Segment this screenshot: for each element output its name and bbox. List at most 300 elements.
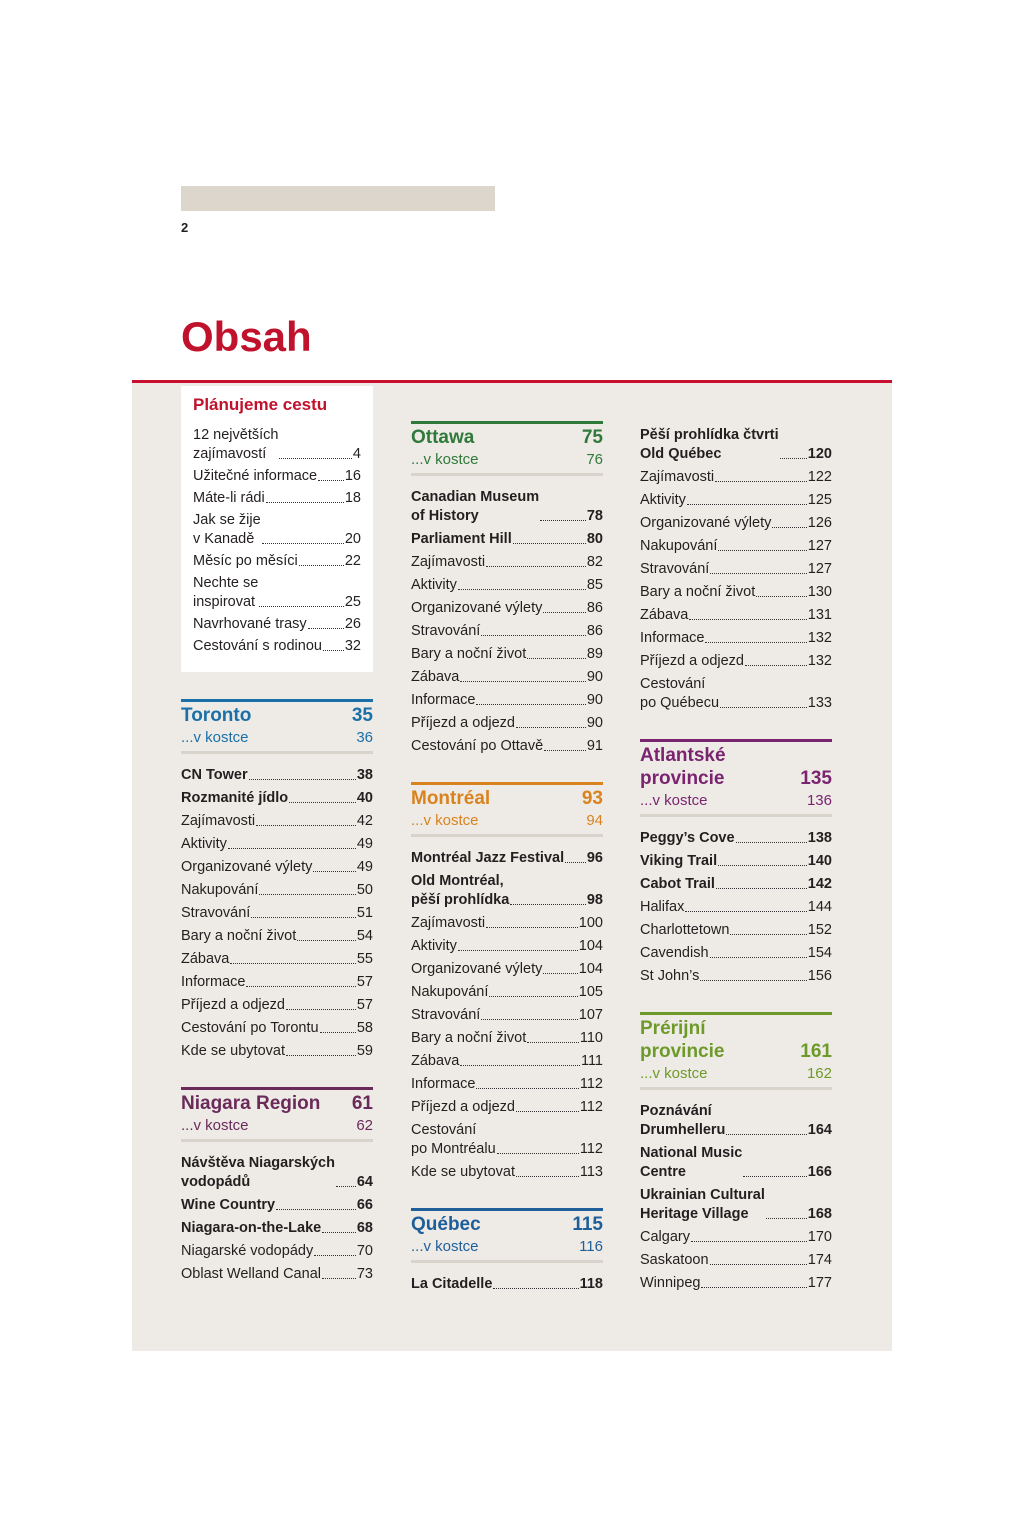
dot-leader — [289, 802, 356, 803]
entry-label: Rozmanité jídlo — [181, 790, 289, 806]
dot-leader — [510, 904, 586, 905]
toc-entry — [640, 606, 832, 625]
entry-label: Organizované výlety — [411, 600, 543, 616]
section-niagara — [181, 1087, 373, 1284]
overview-page: 94 — [586, 812, 603, 829]
dot-leader — [720, 707, 807, 708]
dot-leader — [299, 565, 344, 566]
entry-label: Cavendish — [640, 945, 709, 961]
dot-leader — [700, 980, 806, 981]
entry-page: 90 — [586, 669, 603, 685]
entry-page: 100 — [578, 915, 603, 931]
entry-label: La Citadelle — [411, 1276, 493, 1292]
entry-label: Cestování po Ottavě — [411, 738, 544, 754]
section-header — [411, 421, 603, 449]
dot-leader — [544, 750, 586, 751]
section-header — [181, 699, 373, 727]
section-page: 93 — [581, 788, 603, 809]
entry-page: 133 — [807, 695, 832, 711]
section-quebec — [411, 1208, 603, 1294]
entry-label: Aktivity — [411, 938, 457, 954]
page-number: 2 — [181, 220, 189, 235]
entry-label: Old Montréal, pěší prohlídka — [411, 873, 510, 908]
column-3 — [640, 426, 832, 1319]
entry-page: 57 — [356, 974, 373, 990]
dot-leader — [279, 458, 351, 459]
entry-label: Oblast Welland Canal — [181, 1266, 321, 1282]
toc-entry — [411, 1121, 603, 1159]
entry-label: Niagarské vodopády — [181, 1243, 314, 1259]
entry-label: Zábava — [640, 607, 689, 623]
entry-label: Cestování po Torontu — [181, 1020, 319, 1036]
dot-leader — [476, 704, 585, 705]
entry-label: Peggy’s Cove — [640, 830, 735, 846]
entry-label: Užitečné informace — [193, 468, 318, 484]
toc-entry — [411, 872, 603, 910]
dot-leader — [745, 665, 807, 666]
dot-leader — [228, 848, 356, 849]
section-prairie — [640, 1012, 832, 1293]
toc-entry — [181, 973, 373, 992]
section-header — [411, 782, 603, 810]
dot-leader — [230, 963, 355, 964]
entry-page: 90 — [586, 715, 603, 731]
entry-label: 12 největších zajímavostí — [193, 427, 279, 462]
entry-page: 57 — [356, 997, 373, 1013]
section-overview — [181, 1115, 373, 1142]
toc-entry — [193, 552, 361, 571]
dot-leader — [259, 606, 344, 607]
toc-entry — [181, 789, 373, 808]
toc-entry — [411, 668, 603, 687]
dot-leader — [481, 635, 586, 636]
entry-page: 168 — [807, 1206, 832, 1222]
section-title: Montréal — [411, 788, 491, 809]
entry-page: 66 — [356, 1197, 373, 1213]
entry-label: Halifax — [640, 899, 685, 915]
toc-entry — [181, 766, 373, 785]
section-overview — [640, 1063, 832, 1090]
dot-leader — [565, 862, 586, 863]
dot-leader — [251, 917, 356, 918]
dot-leader — [489, 996, 577, 997]
entry-label: Bary a noční život — [411, 646, 527, 662]
entry-page: 20 — [344, 531, 361, 547]
entry-label: Parliament Hill — [411, 531, 512, 547]
entry-label: Canadian Museum of History — [411, 489, 540, 524]
overview-label: ...v kostce — [181, 729, 249, 746]
dot-leader — [458, 950, 578, 951]
entry-label: Montréal Jazz Festival — [411, 850, 565, 866]
dot-leader — [460, 681, 585, 682]
entry-page: 16 — [344, 468, 361, 484]
toc-entry — [411, 1075, 603, 1094]
toc-entry — [411, 914, 603, 933]
entry-label: Aktivity — [181, 836, 227, 852]
toc-entry — [181, 1219, 373, 1238]
toc-entry — [640, 1228, 832, 1247]
entry-page: 107 — [578, 1007, 603, 1023]
toc-entry — [411, 849, 603, 868]
toc-entry — [181, 950, 373, 969]
entry-page: 105 — [578, 984, 603, 1000]
entry-label: Bary a noční život — [411, 1030, 527, 1046]
dot-leader — [710, 573, 806, 574]
dot-leader — [756, 596, 807, 597]
entry-page: 32 — [344, 638, 361, 654]
toc-entry — [640, 514, 832, 533]
entry-page: 122 — [807, 469, 832, 485]
entry-label: Zajímavosti — [411, 915, 486, 931]
dot-leader — [266, 502, 344, 503]
toc-entry — [640, 921, 832, 940]
toc-entry — [411, 622, 603, 641]
entry-page: 131 — [807, 607, 832, 623]
entry-label: CN Tower — [181, 767, 248, 783]
section-quebec-continued — [640, 426, 832, 713]
overview-page: 36 — [356, 729, 373, 746]
entry-label: Informace — [411, 1076, 476, 1092]
section-page: 75 — [581, 427, 603, 448]
entry-page: 127 — [807, 561, 832, 577]
dot-leader — [527, 1042, 579, 1043]
dot-leader — [516, 1111, 579, 1112]
entry-label: Příjezd a odjezd — [640, 653, 744, 669]
entry-page: 154 — [807, 945, 832, 961]
entry-page: 4 — [352, 446, 361, 462]
section-page: 135 — [800, 768, 832, 789]
dot-leader — [486, 566, 586, 567]
entry-label: Příjezd a odjezd — [181, 997, 285, 1013]
dot-leader — [259, 894, 355, 895]
entry-label: Organizované výlety — [181, 859, 313, 875]
entry-label: Máte-li rádi — [193, 490, 265, 506]
toc-entry — [640, 967, 832, 986]
entry-page: 113 — [579, 1164, 603, 1180]
section-ottawa — [411, 421, 603, 756]
dot-leader — [314, 1255, 356, 1256]
toc-entry — [181, 1042, 373, 1061]
entry-page: 50 — [356, 882, 373, 898]
entry-label: St John’s — [640, 968, 700, 984]
section-page: 35 — [351, 705, 373, 726]
entry-page: 59 — [356, 1043, 373, 1059]
toc-entry — [411, 937, 603, 956]
section-toronto — [181, 699, 373, 1061]
dot-leader — [718, 865, 807, 866]
toc-entry — [193, 615, 361, 634]
toc-entry — [181, 858, 373, 877]
entry-page: 112 — [579, 1076, 603, 1092]
section-title: Niagara Region — [181, 1093, 321, 1114]
entry-page: 152 — [807, 922, 832, 938]
entry-page: 140 — [807, 853, 832, 869]
dot-leader — [249, 779, 356, 780]
toc-entry — [640, 1186, 832, 1224]
dot-leader — [543, 612, 585, 613]
entry-label: Poznávání Drumhelleru — [640, 1103, 726, 1138]
entry-page: 68 — [356, 1220, 373, 1236]
toc-entry — [640, 829, 832, 848]
toc-entry — [411, 488, 603, 526]
entry-label: Organizované výlety — [411, 961, 543, 977]
entry-page: 127 — [807, 538, 832, 554]
entry-page: 18 — [344, 490, 361, 506]
entry-page: 70 — [356, 1243, 373, 1259]
toc-entry — [640, 875, 832, 894]
entry-label: Pěší prohlídka čtvrti Old Québec — [640, 427, 779, 462]
dot-leader — [513, 543, 586, 544]
title-rule — [132, 380, 892, 383]
section-montreal — [411, 782, 603, 1182]
dot-leader — [276, 1209, 356, 1210]
toc-entry — [181, 1242, 373, 1261]
section-header — [640, 1012, 832, 1063]
column-2 — [411, 421, 603, 1320]
entry-label: Nakupování — [640, 538, 718, 554]
toc-entry — [181, 1196, 373, 1215]
section-overview — [411, 449, 603, 476]
toc-entry — [640, 629, 832, 648]
section-title: Ottawa — [411, 427, 475, 448]
section-overview — [411, 810, 603, 837]
entry-page: 51 — [356, 905, 373, 921]
entry-page: 89 — [586, 646, 603, 662]
overview-page: 62 — [356, 1117, 373, 1134]
entry-label: Stravování — [411, 1007, 481, 1023]
section-overview — [181, 727, 373, 754]
entry-page: 54 — [356, 928, 373, 944]
entry-label: Nakupování — [181, 882, 259, 898]
section-atlantic — [640, 739, 832, 986]
entry-page: 132 — [807, 653, 832, 669]
entry-label: Kde se ubytovat — [411, 1164, 515, 1180]
toc-entry — [640, 1251, 832, 1270]
dot-leader — [743, 1176, 806, 1177]
entry-page: 142 — [807, 876, 832, 892]
entry-page: 164 — [807, 1122, 832, 1138]
entry-label: Calgary — [640, 1229, 690, 1245]
overview-label: ...v kostce — [640, 1065, 708, 1082]
toc-entry — [193, 511, 361, 549]
dot-leader — [493, 1288, 578, 1289]
section-title: Prérijní provincie — [640, 1018, 725, 1062]
toc-entry — [411, 1029, 603, 1048]
entry-label: Zábava — [181, 951, 230, 967]
entry-label: Stravování — [181, 905, 251, 921]
toc-entry — [411, 714, 603, 733]
entry-label: Nechte se inspirovat — [193, 575, 259, 610]
dot-leader — [323, 650, 344, 651]
dot-leader — [318, 480, 344, 481]
dot-leader — [322, 1232, 356, 1233]
overview-page: 116 — [579, 1238, 603, 1255]
dot-leader — [322, 1278, 356, 1279]
entry-label: Charlottetown — [640, 922, 730, 938]
entry-label: Wine Country — [181, 1197, 276, 1213]
entry-page: 49 — [356, 836, 373, 852]
toc-entry — [193, 426, 361, 464]
dot-leader — [256, 825, 356, 826]
toc-entry — [411, 530, 603, 549]
entry-page: 112 — [579, 1141, 603, 1157]
entry-page: 38 — [356, 767, 373, 783]
dot-leader — [476, 1088, 578, 1089]
dot-leader — [718, 550, 806, 551]
entry-page: 118 — [579, 1276, 603, 1292]
entry-label: Cestování s rodinou — [193, 638, 322, 654]
entry-label: Zábava — [411, 669, 460, 685]
section-title: Toronto — [181, 705, 252, 726]
entry-label: Aktivity — [411, 577, 457, 593]
toc-entry — [193, 489, 361, 508]
entry-label: Zajímavosti — [640, 469, 715, 485]
entry-label: Měsíc po měsíci — [193, 553, 298, 569]
entry-page: 138 — [807, 830, 832, 846]
toc-entry — [411, 645, 603, 664]
entry-page: 144 — [807, 899, 832, 915]
dot-leader — [766, 1218, 807, 1219]
entry-page: 91 — [586, 738, 603, 754]
toc-entry — [411, 1275, 603, 1294]
entry-label: Informace — [640, 630, 705, 646]
dot-leader — [705, 642, 806, 643]
overview-label: ...v kostce — [411, 1238, 479, 1255]
overview-label: ...v kostce — [640, 792, 708, 809]
dot-leader — [516, 1176, 579, 1177]
section-page: 61 — [351, 1093, 373, 1114]
entry-page: 86 — [586, 600, 603, 616]
entry-page: 166 — [807, 1164, 832, 1180]
toc-entry — [181, 1265, 373, 1284]
entry-label: Ukrainian Cultural Heritage Village — [640, 1187, 765, 1222]
section-header — [640, 739, 832, 790]
entry-page: 78 — [586, 508, 603, 524]
toc-entry — [193, 467, 361, 486]
toc-entry — [640, 583, 832, 602]
entry-page: 104 — [578, 938, 603, 954]
entry-page: 177 — [807, 1275, 832, 1291]
toc-entry — [411, 553, 603, 572]
entry-page: 22 — [344, 553, 361, 569]
entry-page: 86 — [586, 623, 603, 639]
dot-leader — [716, 888, 807, 889]
toc-entry — [640, 898, 832, 917]
entry-page: 40 — [356, 790, 373, 806]
dot-leader — [262, 543, 344, 544]
entry-label: Navrhované trasy — [193, 616, 307, 632]
dot-leader — [772, 527, 806, 528]
entry-label: Aktivity — [640, 492, 686, 508]
toc-entry — [411, 576, 603, 595]
overview-label: ...v kostce — [411, 812, 479, 829]
dot-leader — [313, 871, 355, 872]
section-title: Atlantské provincie — [640, 745, 726, 789]
entry-page: 96 — [586, 850, 603, 866]
entry-page: 104 — [578, 961, 603, 977]
dot-leader — [691, 1241, 807, 1242]
toc-entry — [181, 1019, 373, 1038]
toc-entry — [640, 537, 832, 556]
toc-entry — [181, 904, 373, 923]
overview-page: 136 — [806, 792, 832, 809]
entry-label: Winnipeg — [640, 1275, 701, 1291]
toc-entry — [411, 1052, 603, 1071]
dot-leader — [481, 1019, 577, 1020]
plan-box — [181, 386, 373, 672]
dot-leader — [246, 986, 355, 987]
entry-page: 112 — [579, 1099, 603, 1115]
entry-label: Jak se žije v Kanadě — [193, 512, 261, 547]
dot-leader — [736, 842, 807, 843]
entry-page: 58 — [356, 1020, 373, 1036]
entry-page: 90 — [586, 692, 603, 708]
toc-entry — [193, 637, 361, 656]
entry-page: 82 — [586, 554, 603, 570]
entry-label: Informace — [411, 692, 476, 708]
entry-label: Kde se ubytovat — [181, 1043, 285, 1059]
toc-entry — [181, 1154, 373, 1192]
entry-page: 130 — [807, 584, 832, 600]
toc-entry — [640, 1274, 832, 1293]
dot-leader — [516, 727, 586, 728]
entry-page: 73 — [356, 1266, 373, 1282]
entry-label: Zábava — [411, 1053, 460, 1069]
entry-page: 174 — [807, 1252, 832, 1268]
toc-entry — [411, 737, 603, 756]
overview-label: ...v kostce — [411, 451, 479, 468]
toc-entry — [193, 574, 361, 612]
dot-leader — [486, 927, 578, 928]
dot-leader — [297, 940, 356, 941]
entry-label: Příjezd a odjezd — [411, 715, 515, 731]
entry-page: 156 — [807, 968, 832, 984]
toc-entry — [640, 468, 832, 487]
dot-leader — [286, 1055, 356, 1056]
entry-page: 111 — [580, 1053, 603, 1069]
dot-leader — [730, 934, 806, 935]
entry-label: Cabot Trail — [640, 876, 715, 892]
toc-entry — [640, 652, 832, 671]
entry-label: National Music Centre — [640, 1145, 743, 1180]
entry-page: 120 — [807, 446, 832, 462]
entry-label: Stravování — [411, 623, 481, 639]
dot-leader — [336, 1186, 356, 1187]
entry-label: Cestování po Montréalu — [411, 1122, 496, 1157]
toc-entry — [640, 491, 832, 510]
toc-entry — [181, 881, 373, 900]
dot-leader — [689, 619, 806, 620]
entry-label: Příjezd a odjezd — [411, 1099, 515, 1115]
entry-label: Stravování — [640, 561, 710, 577]
dot-leader — [543, 973, 577, 974]
dot-leader — [726, 1134, 806, 1135]
dot-leader — [458, 589, 586, 590]
header-bar — [181, 186, 495, 211]
entry-page: 49 — [356, 859, 373, 875]
toc-entry — [640, 426, 832, 464]
entry-label: Saskatoon — [640, 1252, 709, 1268]
toc-entry — [411, 1163, 603, 1182]
toc-entry — [640, 1144, 832, 1182]
toc-entry — [411, 691, 603, 710]
plan-entries — [193, 426, 361, 656]
entry-page: 25 — [344, 594, 361, 610]
entry-page: 125 — [807, 492, 832, 508]
entry-label: Informace — [181, 974, 246, 990]
entry-page: 64 — [356, 1174, 373, 1190]
entry-page: 26 — [344, 616, 361, 632]
